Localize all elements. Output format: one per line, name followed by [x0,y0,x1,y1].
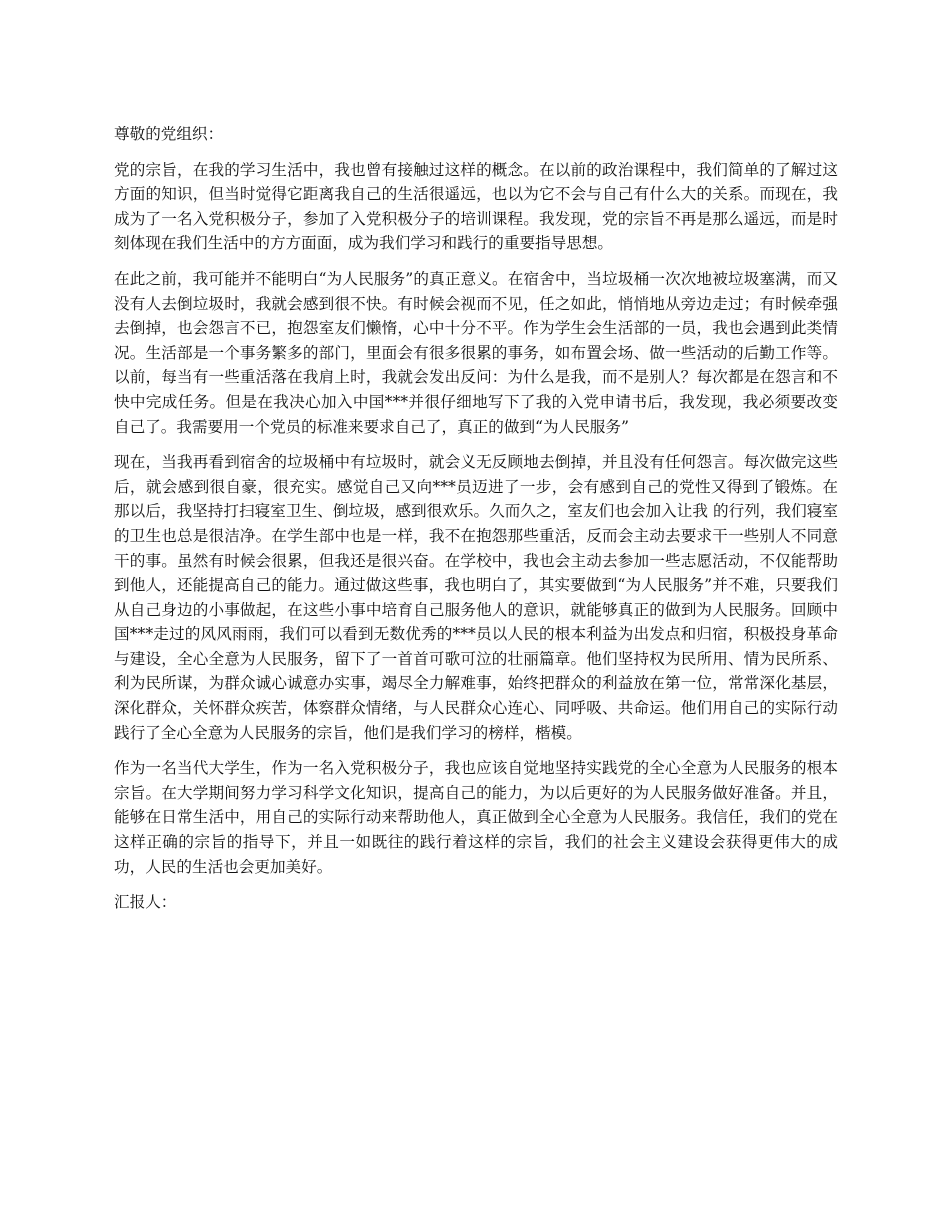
salutation: 尊敬的党组织： [114,125,224,143]
paragraph-4: 作为一名当代大学生，作为一名入党积极分子，我也应该自觉地坚持实践党的全心全意为人民服务的根本宗旨。在大学期间努力学习科学文化知识，提高自己的能力，为以后更好的为人民服务做好准备。并且，能够在日常生活中，用自己的实际行动来帮助他人，真正做到全心全意为人民服务。我信任，我们的党在这样正确的宗旨的指导下，并且一如既往的践行着这样的宗旨，我们的社会主义建设会获得更伟大的成功，人民的生活也会更加美好。 [114,759,838,876]
paragraph-1: 党的宗旨，在我的学习生活中，我也曾有接触过这样的概念。在以前的政治课程中，我们简单的了解过这方面的知识，但当时觉得它距离我自己的生活很遥远，也以为它不会与自己有什么大的关系。而现在，我成为了一名入党积极分子，参加了入党积极分子的培训课程。我发现，党的宗旨不再是那么遥远，而是时刻体现在我们生活中的方方面面，成为我们学习和践行的重要指导思想。 [114,160,838,253]
paragraph-3: 现在，当我再看到宿舍的垃圾桶中有垃圾时，就会义无反顾地去倒掉，并且没有任何怨言。每次做完这些后，就会感到很自豪，很充实。感觉自己又向***员迈进了一步，会有感到自己的党性又得到了锻炼。在那以后，我坚持打扫寝室卫生、倒垃圾，感到很欢乐。久而久之，室友们也会加入让我 的行列，我们寝室的卫生也总是很洁净。在学生部中也是一样，我不在抱怨那些重活，反而会主动去要求干一些别人不同意干的事。虽然有时候会很累，但我还是很兴奋。在学校中，我也会主动去参加一些志愿活动，不仅能帮助到他人，还能提高自己的能力。通过做这些事，我也明白了，其实要做到“为人民服务”并不难，只要我们从自己身边的小事做起，在这些小事中培育自己服务他人的意识，就能够真正的做到为人民服务。回顾中国***走过的风风雨雨，我们可以看到无数优秀的***员以人民的根本利益为出发点和归宿，积极投身革命与建设，全心全意为人民服务，留下了一首首可歌可泣的壮丽篇章。他们坚持权为民所用、情为民所系、利为民所谋，为群众诚心诚意办实事，竭尽全力解难事，始终把群众的利益放在第一位，常常深化基层，深化群众，关怀群众疾苦，体察群众情绪，与人民群众心连心、同呼吸、共命运。他们用自己的实际行动践行了全心全意为人民服务的宗旨，他们是我们学习的榜样，楷模。 [114,453,838,742]
paragraph-2: 在此之前，我可能并不能明白“为人民服务”的真正意义。在宿舍中，当垃圾桶一次次地被垃圾塞满，而又没有人去倒垃圾时，我就会感到很不快。有时候会视而不见，任之如此，悄悄地从旁边走过；有时候牵强去倒掉，也会怨言不已，抱怨室友们懒惰，心中十分不平。作为学生会生活部的一员，我也会遇到此类情况。生活部是一个事务繁多的部门，里面会有很多很累的事务，如布置会场、做一些活动的后勤工作等。以前，每当有一些重活落在我肩上时，我就会发出反问：为什么是我，而不是别人？每次都是在怨言和不快中完成任务。但是在我决心加入中国***并很仔细地写下了我的入党申请书后，我发现，我必须要改变自己了。我需要用一个党员的标准来要求自己了，真正的做到“为人民服务” [114,269,838,436]
document-body [114,122,838,915]
signature-label: 汇报人： [114,893,177,912]
